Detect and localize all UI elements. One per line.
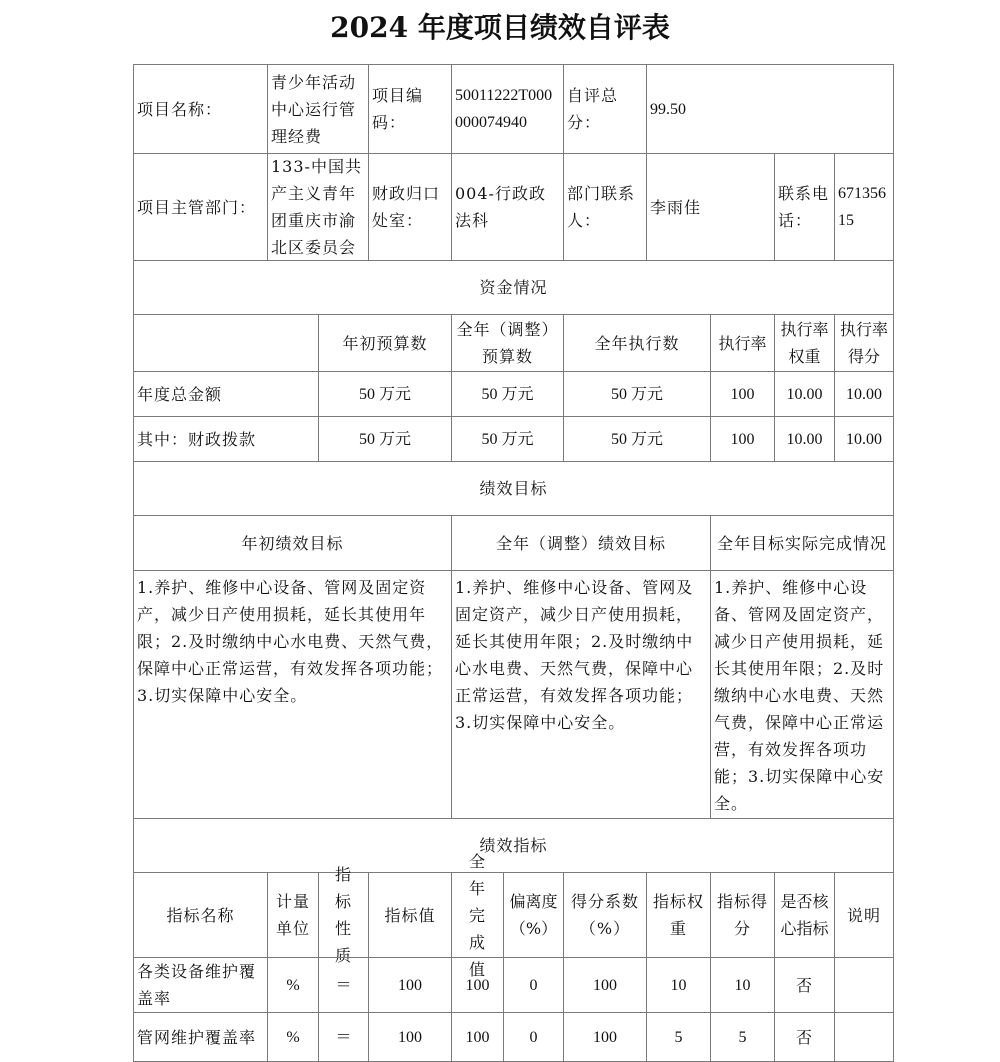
- indicator-cell: 否: [774, 957, 835, 1013]
- project-code-label: 项目编码：: [368, 64, 452, 154]
- indicator-row-name: 管网维护覆盖率: [133, 1012, 268, 1062]
- finance-office-label: 财政归口处室：: [368, 153, 452, 261]
- indicator-cell: 100: [563, 1012, 647, 1062]
- indicator-cell: ＝: [318, 957, 369, 1013]
- finance-office-value: 004-行政政法科: [451, 153, 564, 261]
- indicator-header: 是否核心指标: [774, 872, 835, 958]
- indicator-cell: %: [267, 957, 319, 1013]
- indicator-header: 全年完成值: [451, 872, 504, 958]
- funding-section-title: 资金情况: [133, 260, 894, 315]
- contact-label: 部门联系人：: [563, 153, 647, 261]
- indicator-cell: %: [267, 1012, 319, 1062]
- indicator-header: 指标名称: [133, 872, 268, 958]
- funding-cell: 10.00: [774, 371, 835, 417]
- phone-value: 67135615: [834, 153, 894, 261]
- project-name-label: 项目名称：: [133, 64, 268, 154]
- funding-row-label: 其中：财政拨款: [133, 416, 319, 462]
- funding-header: 年初预算数: [318, 314, 452, 372]
- funding-cell: 100: [710, 371, 775, 417]
- indicator-header: 说明: [834, 872, 894, 958]
- indicator-cell: 100: [451, 957, 504, 1013]
- funding-header: 执行率得分: [834, 314, 894, 372]
- contact-value: 李雨佳: [646, 153, 775, 261]
- funding-header: 执行率权重: [774, 314, 835, 372]
- indicator-header: 指标得分: [710, 872, 775, 958]
- indicators-section-title: 绩效指标: [133, 818, 894, 873]
- indicator-header: 指标值: [368, 872, 452, 958]
- goal-actual-content: 1.养护、维修中心设备、管网及固定资产，减少日产使用损耗，延长其使用年限；2.及时缴纳中心水电费、天然气费，保障中心正常运营，有效发挥各项功能；3.切实保障中心安全。: [710, 570, 894, 819]
- indicator-header: 计量单位: [267, 872, 319, 958]
- indicator-header: 指标性质: [318, 872, 369, 958]
- indicator-cell: 100: [368, 957, 452, 1013]
- funding-cell: 10.00: [774, 416, 835, 462]
- indicator-cell: 10: [710, 957, 775, 1013]
- indicator-cell: ＝: [318, 1012, 369, 1062]
- indicator-cell: [834, 1012, 894, 1062]
- indicator-cell: 100: [563, 957, 647, 1013]
- dept-value: 133-中国共产主义青年团重庆市渝北区委员会: [267, 153, 369, 261]
- indicator-cell: 0: [503, 1012, 564, 1062]
- funding-cell: 50 万元: [563, 416, 711, 462]
- score-value: 99.50: [646, 64, 894, 154]
- phone-label: 联系电话：: [774, 153, 835, 261]
- funding-cell: 10.00: [834, 416, 894, 462]
- indicator-cell: 5: [710, 1012, 775, 1062]
- indicator-cell: 0: [503, 957, 564, 1013]
- goal-adjusted-content: 1.养护、维修中心设备、管网及固定资产，减少日产使用损耗，延长其使用年限；2.及时缴纳中心水电费、天然气费，保障中心正常运营，有效发挥各项功能；3.切实保障中心安全。: [451, 570, 711, 819]
- page-title: 2024 年度项目绩效自评表: [330, 11, 670, 44]
- goals-section-title: 绩效目标: [133, 461, 894, 516]
- indicator-cell: 100: [368, 1012, 452, 1062]
- funding-cell: 50 万元: [451, 416, 564, 462]
- funding-header: 执行率: [710, 314, 775, 372]
- indicator-row-name: 各类设备维护覆盖率: [133, 957, 268, 1013]
- funding-cell: 50 万元: [318, 371, 452, 417]
- indicator-header: 得分系数（%）: [563, 872, 647, 958]
- project-name-value: 青少年活动中心运行管理经费: [267, 64, 369, 154]
- goals-header: 全年（调整）绩效目标: [451, 515, 711, 571]
- funding-cell: 50 万元: [318, 416, 452, 462]
- goals-header: 全年目标实际完成情况: [710, 515, 894, 571]
- indicator-header: 偏离度（%）: [503, 872, 564, 958]
- project-code-value: 50011222T000000074940: [451, 64, 564, 154]
- indicator-header: 指标权重: [646, 872, 711, 958]
- funding-cell: 50 万元: [563, 371, 711, 417]
- indicator-cell: 100: [451, 1012, 504, 1062]
- dept-label: 项目主管部门：: [133, 153, 268, 261]
- funding-cell: 50 万元: [451, 371, 564, 417]
- funding-header: [133, 314, 319, 372]
- funding-header: 全年（调整）预算数: [451, 314, 564, 372]
- indicator-cell: 5: [646, 1012, 711, 1062]
- funding-cell: 100: [710, 416, 775, 462]
- funding-header: 全年执行数: [563, 314, 711, 372]
- indicator-cell: 否: [774, 1012, 835, 1062]
- goals-header: 年初绩效目标: [133, 515, 452, 571]
- goal-initial-content: 1.养护、维修中心设备、管网及固定资产，减少日产使用损耗，延长其使用年限；2.及时缴纳中心水电费、天然气费，保障中心正常运营，有效发挥各项功能；3.切实保障中心安全。: [133, 570, 452, 819]
- score-label: 自评总分：: [563, 64, 647, 154]
- indicator-cell: [834, 957, 894, 1013]
- funding-row-label: 年度总金额: [133, 371, 319, 417]
- funding-cell: 10.00: [834, 371, 894, 417]
- indicator-cell: 10: [646, 957, 711, 1013]
